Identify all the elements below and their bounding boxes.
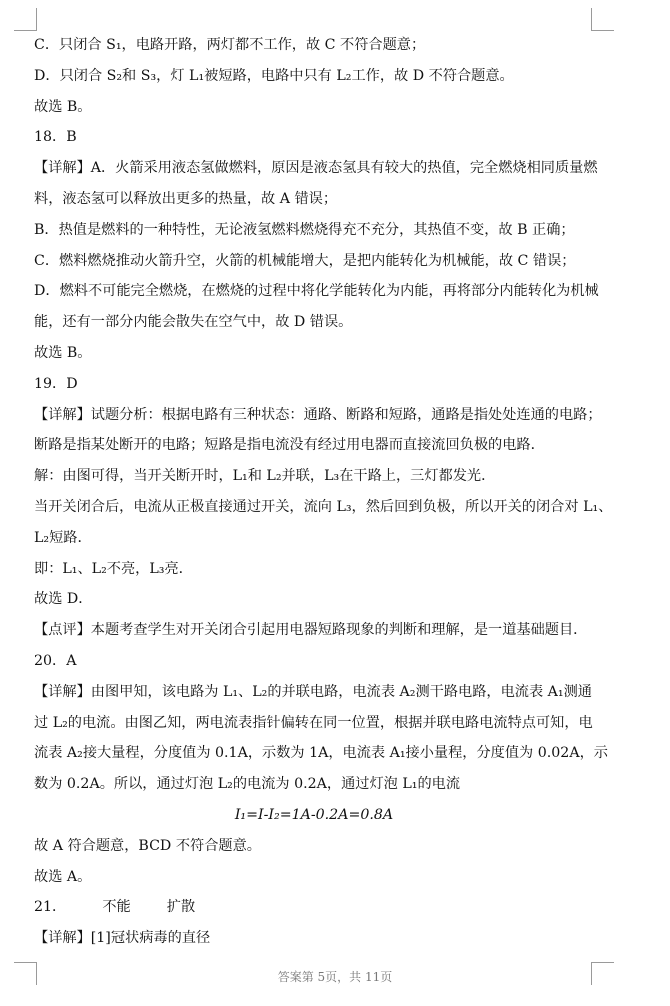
text-line: 故选 D． xyxy=(34,591,93,608)
text-line: 故 A 符合题意，BCD 不符合题意。 xyxy=(34,837,261,854)
text-line: 【点评】本题考查学生对开关闭合引起用电器短路现象的判断和理解，是一道基础题目． xyxy=(34,622,588,639)
text-line: 解：由图可得，当开关断开时，L₁和 L₂并联，L₃在干路上，三灯都发光． xyxy=(34,468,496,485)
text-line: L₂短路． xyxy=(34,529,92,546)
text-line: 故选 A。 xyxy=(34,868,92,885)
question-number: 18．B xyxy=(34,129,77,146)
document-body xyxy=(34,30,613,954)
crop-mark-top-left xyxy=(14,8,37,31)
crop-mark-top-right xyxy=(591,8,614,31)
text-line: D．燃料不可能完全燃烧，在燃烧的过程中将化学能转化为内能，再将部分内能转化为机械 xyxy=(34,283,599,300)
text-line: C．只闭合 S₁，电路开路，两灯都不工作，故 C 不符合题意； xyxy=(34,37,426,53)
text-line: 料，液态氢可以释放出更多的热量，故 A 错误； xyxy=(34,190,338,207)
text-line: 【详解】试题分析：根据电路有三种状态：通路、断路和短路，通路是指处处连通的电路； xyxy=(34,406,602,423)
text-line: 【详解】A．火箭采用液态氢做燃料，原因是液态氢具有较大的热值，完全燃烧相同质量燃 xyxy=(34,160,598,177)
text-line: 即：L₁、L₂不亮，L₃亮． xyxy=(34,560,193,577)
text-line: 数为 0.2A。所以，通过灯泡 L₂的电流为 0.2A，通过灯泡 L₁的电流 xyxy=(34,776,461,793)
page-footer: 答案第 5页，共 11页 xyxy=(277,970,393,984)
text-line: C．燃料燃烧推动火箭升空，火箭的机械能增大，是把内能转化为机械能，故 C 错误； xyxy=(34,252,576,269)
text-line: 能，还有一部分内能会散失在空气中，故 D 错误。 xyxy=(34,314,353,331)
text-line: 流表 A₂接大量程，分度值为 0.1A，示数为 1A，电流表 A₁接小量程，分度值为 0.02A，示 xyxy=(34,745,608,762)
text-line: B．热值是燃料的一种特性，无论液氢燃料燃烧得充不充分，其热值不变，故 B 正确； xyxy=(34,221,575,238)
text-line: 过 L₂的电流。由图乙知，两电流表指针偏转在同一位置，根据并联电路电流特点可知，电 xyxy=(34,714,593,731)
text-line: 故选 B。 xyxy=(34,344,92,361)
text-line: 【详解】由图甲知，该电路为 L₁、L₂的并联电路，电流表 A₂测干路电路，电流表 A₁测通 xyxy=(34,683,592,700)
text-line: 当开关闭合后，电流从正极直接通过开关，流向 L₃，然后回到负极，所以开关的闭合对 L₁、 xyxy=(34,498,613,515)
text-line: 断路是指某处断开的电路；短路是指电流没有经过用电器而直接流回负极的电路． xyxy=(34,437,545,454)
text-line: 【详解】[1]冠状病毒的直径 xyxy=(34,930,211,947)
question-number: 21． 不能 扩散 xyxy=(34,899,196,916)
text-line: 故选 B。 xyxy=(34,98,92,115)
question-number: 19．D xyxy=(34,375,78,392)
question-number: 20．A xyxy=(34,652,77,669)
text-line: D．只闭合 S₂和 S₃，灯 L₁被短路，电路中只有 L₂工作，故 D 不符合题意。 xyxy=(34,67,514,84)
formula-line: I₁=I-I₂=1A-0.2A=0.8A xyxy=(234,806,394,823)
